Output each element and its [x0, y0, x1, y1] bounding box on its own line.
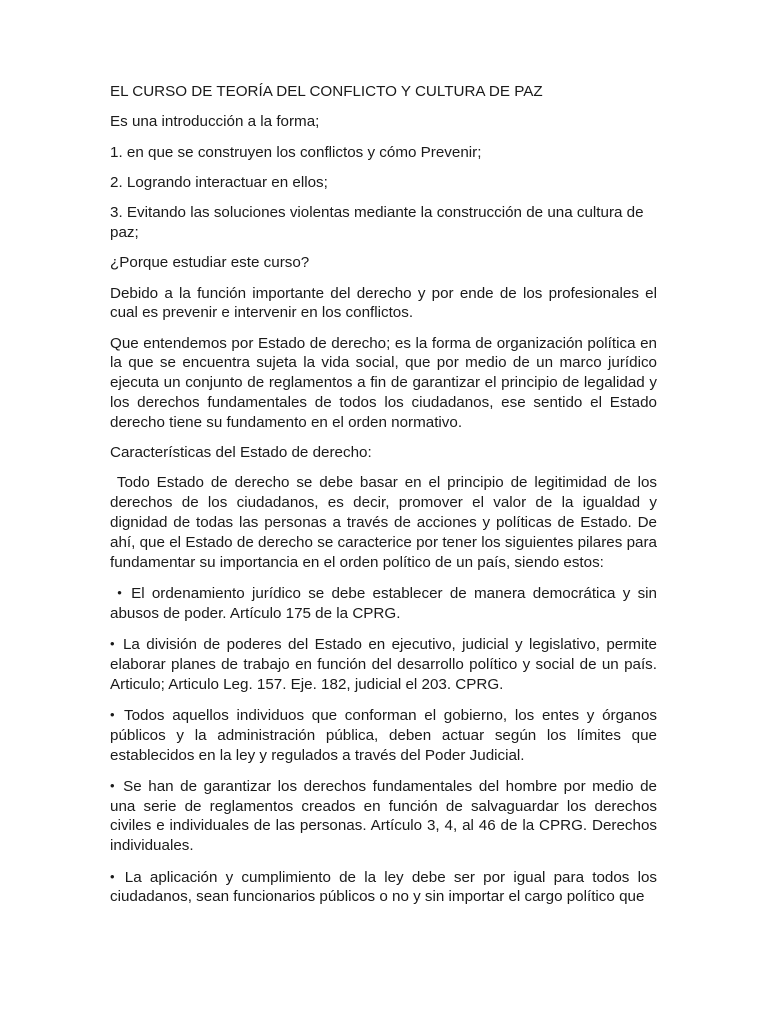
characteristics-intro: Todo Estado de derecho se debe basar en el principio de legitimidad de los derechos de los ciudadanos, es decir, promover el valor de la igualdad y dignidad de todas las personas a través de acciones y políticas de Estado. De ahí, que el Estado de derecho se caracterice por tener los siguientes pilares para fundamentar su importancia en el orden político de un país, siendo estos:: [110, 474, 662, 571]
bullet-text: La aplicación y cumplimiento de la ley debe ser por igual para todos los ciudadanos, sean funcionarios públicos o no y sin importar el cargo político que: [110, 868, 657, 906]
bullet-item-3: [110, 705, 657, 765]
definition-paragraph: Que entendemos por Estado de derecho; es la forma de organización política en la que se encuentra sujeta la vida social, que por medio de un marco jurídico ejecuta un conjunto de reglamentos a fin de garantizar el principio de legalidad y los derechos fundamentales de todos los ciudadanos, ese sentido el Estado derecho tiene su fundamento en el orden normativo.: [110, 334, 657, 431]
document-title: EL CURSO DE TEORÍA DEL CONFLICTO Y CULTURA DE PAZ: [110, 83, 543, 100]
point-2: 2. Logrando interactuar en ellos;: [110, 173, 328, 191]
bullet-icon: •: [117, 584, 122, 600]
bullet-item-5: [110, 867, 657, 908]
bullet-text: La división de poderes del Estado en ejecutivo, judicial y legislativo, permite elaborar planes de trabajo en función del desarrollo político y social de un país. Articulo; Articulo Leg. 157. Eje. 182, judicial el 203. CPRG.: [110, 636, 657, 693]
point-3: 3. Evitando las soluciones violentas mediante la construcción de una cultura de paz;: [110, 204, 644, 241]
bullet-item-2: [110, 634, 657, 694]
bullet-icon: •: [110, 868, 115, 884]
bullet-icon: •: [110, 777, 115, 793]
bullet-text: Se han de garantizar los derechos fundamentales del hombre por medio de una serie de reglamentos creados en función de salvaguardar los derechos civiles e individuales de las personas. Artículo 3, 4, al 46 de la CPRG. Derechos individuales.: [110, 777, 657, 855]
answer-paragraph: Debido a la función importante del derecho y por ende de los profesionales el cual es prevenir e intervenir en los conflictos.: [110, 284, 657, 322]
point-1: 1. en que se construyen los conflictos y cómo Prevenir;: [110, 143, 482, 161]
bullet-item-4: [110, 776, 657, 856]
bullet-icon: •: [110, 706, 115, 722]
bullet-text: El ordenamiento jurídico se debe establecer de manera democrática y sin abusos de poder. Artículo 175 de la CPRG.: [110, 584, 657, 622]
characteristics-heading: Características del Estado de derecho:: [110, 444, 372, 462]
bullet-text: Todos aquellos individuos que conforman el gobierno, los entes y órganos públicos y la administración pública, deben actuar según los límites que establecidos en la ley y regulados a través del Poder Judicial.: [110, 706, 657, 764]
bullet-icon: •: [110, 636, 115, 652]
bullet-item-1: [110, 583, 657, 624]
question-paragraph: ¿Porque estudiar este curso?: [110, 254, 310, 272]
intro-paragraph: Es una introducción a la forma;: [110, 113, 320, 131]
document-page: [110, 82, 662, 918]
